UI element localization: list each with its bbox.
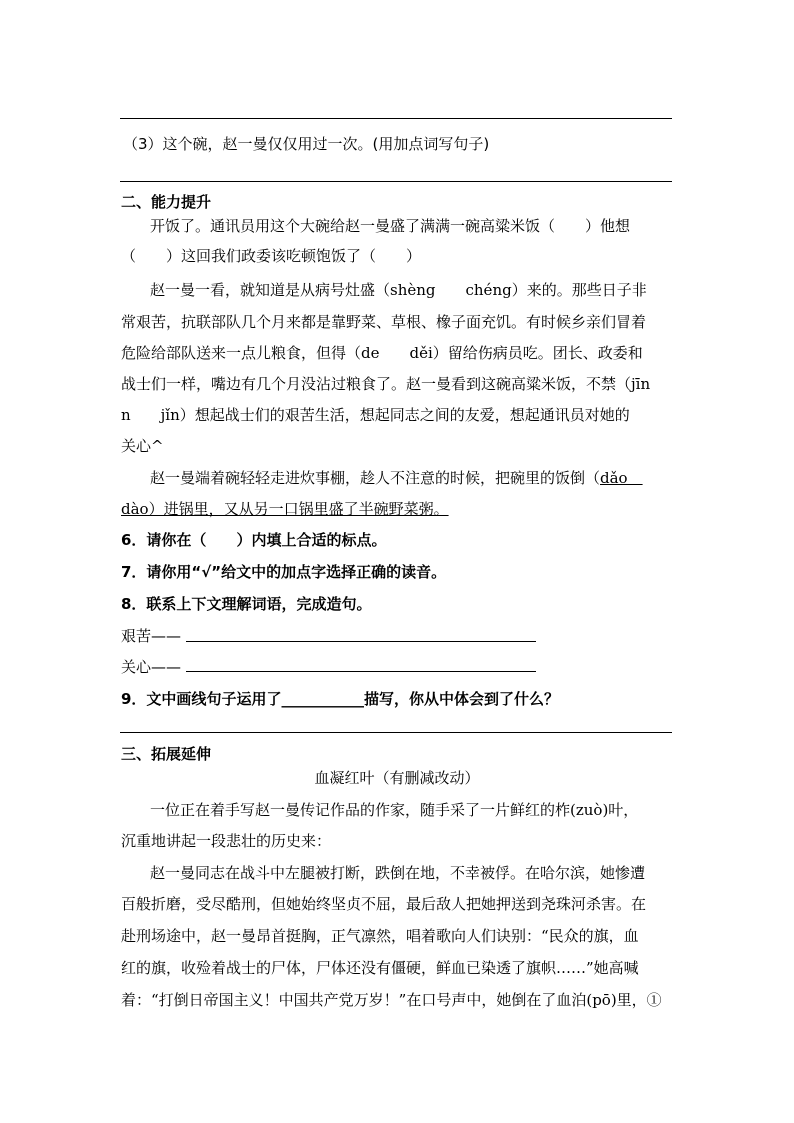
- passage-line: 危险给部队送来一点儿粮食，但得（de děi）留给伤病员吃。团长、政委和: [121, 344, 643, 362]
- passage-line: 一位正在着手写赵一曼传记作品的作家，随手采了一片鲜红的柞(zuò)叶，: [150, 801, 639, 819]
- q9-blank[interactable]: ___________: [281, 690, 364, 708]
- underlined-sentence: dǎo: [600, 469, 643, 487]
- underlined-sentence: dào）进锅里，又从另一口锅里盛了半碗野菜粥。: [121, 500, 449, 518]
- answer-line-q3: [120, 181, 672, 182]
- passage-line: 赵一曼同志在战斗中左腿被打断，跌倒在地，不幸被俘。在哈尔滨，她惨遭: [150, 864, 646, 882]
- passage-line: 百般折磨，受尽酷刑，但她始终坚贞不屈，最后敌人把她押送到尧珠河杀害。在: [121, 895, 647, 913]
- passage-line: 着：“打倒日帝国主义！中国共产党万岁！”在口号声中，她倒在了血泊(pō)里，①: [121, 991, 662, 1009]
- passage-title: 血凝红叶（有删减改动）: [314, 769, 480, 787]
- section-heading-3: 三、拓展延伸: [121, 745, 212, 763]
- passage-line: 关心^: [121, 437, 164, 455]
- q8-answer-line[interactable]: [186, 641, 536, 642]
- passage-line: 开饭了。通讯员用这个大碗给赵一曼盛了满满一碗高粱米饭（ ）他想: [150, 217, 631, 235]
- passage-line: （ ）这回我们政委该吃顿饱饭了（ ）: [121, 247, 422, 265]
- passage-line: n jǐn）想起战士们的艰苦生活，想起同志之间的友爱，想起通讯员对她的: [121, 406, 630, 424]
- q8-word-label: 关心——: [121, 658, 182, 676]
- passage-line: [150, 468, 643, 488]
- passage-line: 沉重地讲起一段悲壮的历史来：: [121, 832, 332, 850]
- q9-text: 9．文中画线句子运用了: [121, 690, 282, 708]
- passage-line: 赵一曼一看，就知道是从病号灶盛（shèng chéng）来的。那些日子非: [150, 281, 647, 299]
- answer-line-q9: [120, 732, 672, 733]
- passage-text: 赵一曼端着碗轻轻走进炊事棚，趁人不注意的时候，把碗里的饭倒（: [150, 469, 601, 487]
- answer-line-top: [120, 118, 672, 119]
- question-8: 8．联系上下文理解词语，完成造句。: [121, 595, 372, 613]
- passage-line: 红的旗，收殓着战士的尸体，尸体还没有僵硬，鲜血已染透了旗帜……”她高喊: [121, 959, 639, 977]
- question-9: [121, 689, 559, 709]
- section-heading-2: 二、能力提升: [121, 193, 212, 211]
- q8-word-label: 艰苦——: [121, 627, 182, 645]
- passage-line: 常艰苦，抗联部队几个月来都是靠野菜、草根、橡子面充饥。有时候乡亲们冒着: [121, 313, 647, 331]
- question-3: （3）这个碗，赵一曼仅仅用过一次。(用加点词写句子): [123, 135, 490, 153]
- question-6: 6．请你在（ ）内填上合适的标点。: [121, 531, 387, 549]
- q9-text: 描写，你从中体会到了什么？: [363, 690, 559, 708]
- q8-answer-line[interactable]: [186, 671, 536, 672]
- question-7: 7．请你用“√”给文中的加点字选择正确的读音。: [121, 563, 447, 581]
- passage-line: 赴刑场途中，赵一曼昂首挺胸，正气凛然，唱着歌向人们诀别：“民众的旗，血: [121, 927, 639, 945]
- passage-line: 战士们一样，嘴边有几个月没沾过粮食了。赵一曼看到这碗高粱米饭，不禁（jīn: [121, 375, 651, 393]
